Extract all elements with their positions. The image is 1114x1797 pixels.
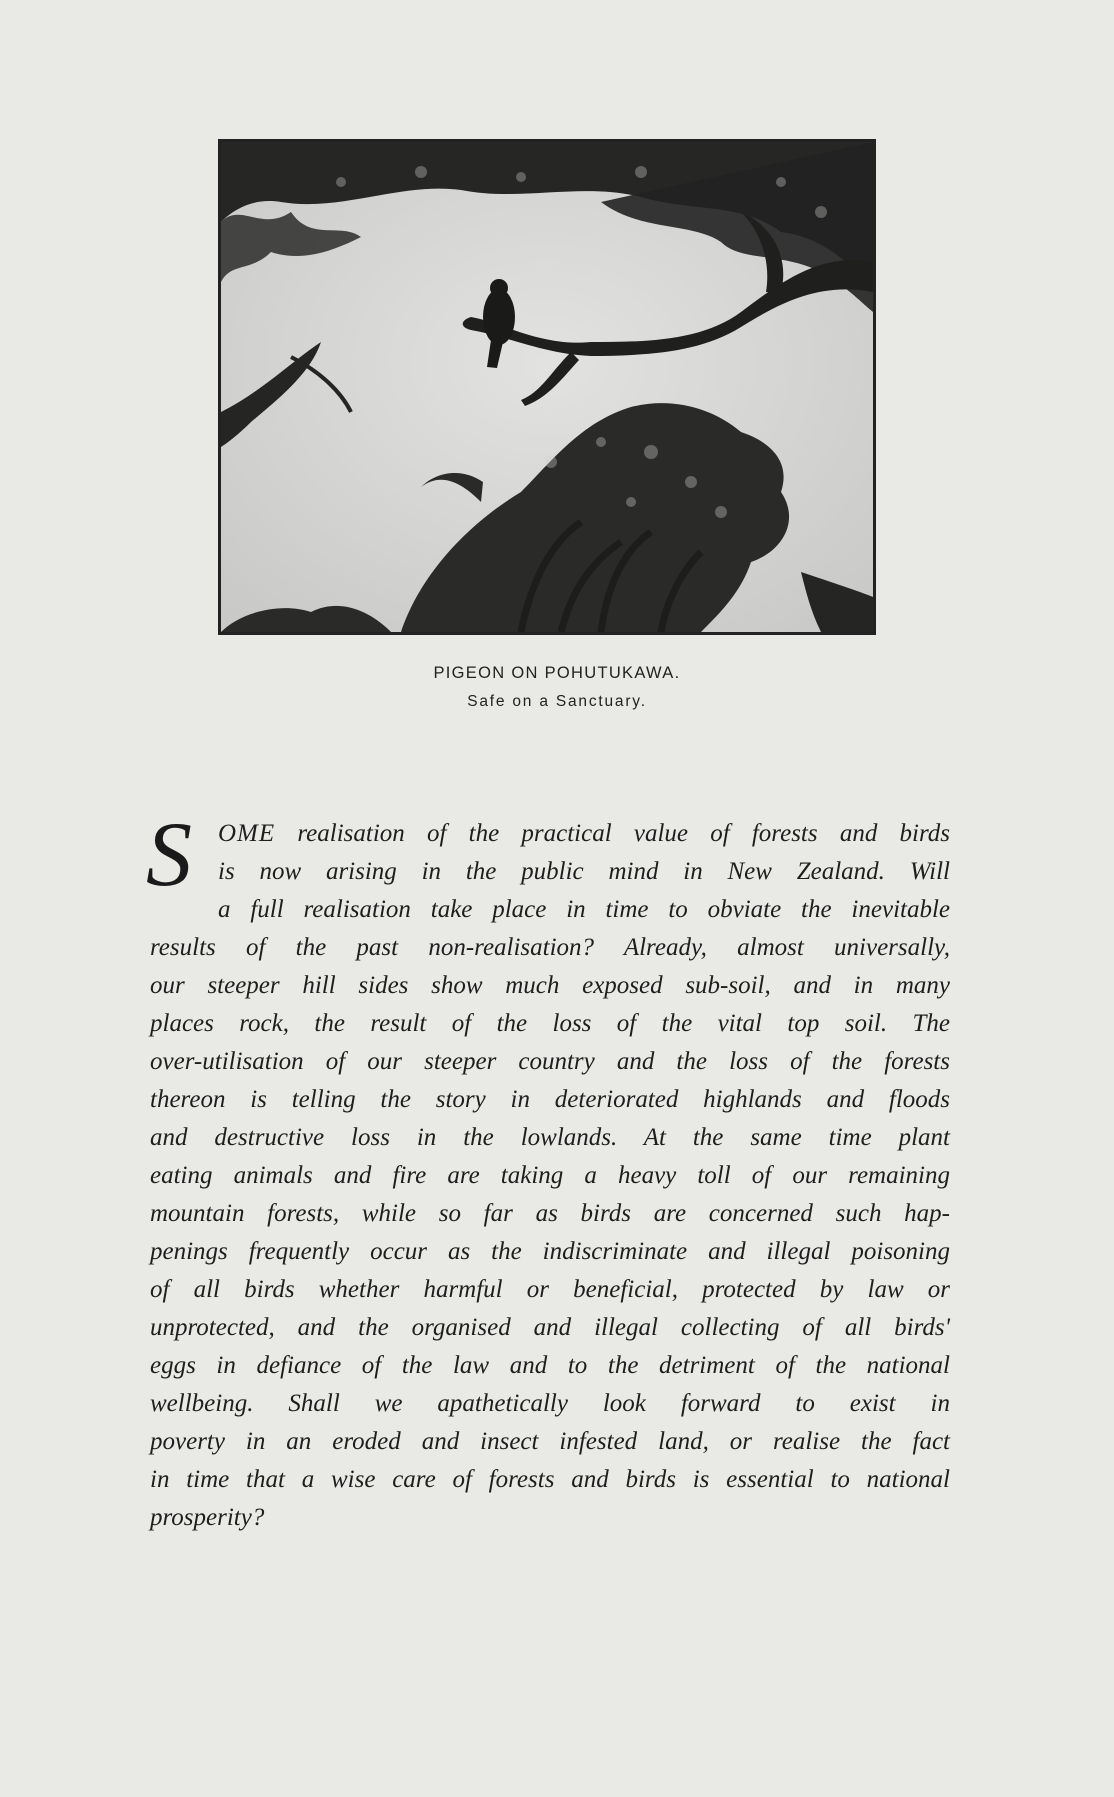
- text-line-17: poverty in an eroded and insect infested land, or realise the fact: [150, 1428, 950, 1455]
- drop-cap: S: [146, 803, 192, 905]
- text-line-15: eggs in defiance of the law and to the detriment of the national: [150, 1352, 950, 1379]
- article-body: [150, 815, 950, 1537]
- text-line-10: eating animals and fire are taking a heavy toll of our remaining: [150, 1162, 950, 1189]
- figure-caption-title: PIGEON ON POHUTUKAWA.: [433, 664, 681, 682]
- text-line-3: a full realisation take place in time to obviate the inevitable: [218, 896, 950, 923]
- text-line-8: thereon is telling the story in deteriorated highlands and floods: [150, 1086, 950, 1113]
- first-word-rest: OME: [218, 820, 276, 847]
- text-line-19: prosperity?: [150, 1504, 265, 1531]
- text-line-6: places rock, the result of the loss of the vital top soil. The: [150, 1010, 950, 1037]
- pigeon-on-branch-icon: [221, 142, 873, 632]
- text-line-1: OME realisation of the practical value of forests and birds: [218, 820, 951, 847]
- text-line-5: our steeper hill sides show much exposed sub-soil, and in many: [150, 972, 950, 999]
- text-line-18: in time that a wise care of forests and birds is essential to national: [150, 1466, 950, 1493]
- text-line-16: wellbeing. Shall we apathetically look forward to exist in: [150, 1390, 950, 1417]
- text-line-14: unprotected, and the organised and illegal collecting of all birds': [150, 1314, 950, 1341]
- figure-caption-subtitle: Safe on a Sanctuary.: [467, 693, 647, 710]
- text-line-2: is now arising in the public mind in New Zealand. Will: [218, 858, 950, 885]
- text-line-12: penings frequently occur as the indiscriminate and illegal poisoning: [150, 1238, 950, 1265]
- text-line-9: and destructive loss in the lowlands. At the same time plant: [150, 1124, 950, 1151]
- text-line-11: mountain forests, while so far as birds are concerned such hap-: [150, 1200, 950, 1227]
- text-line-4: results of the past non-realisation? Already, almost universally,: [150, 934, 950, 961]
- text-line-13: of all birds whether harmful or beneficial, protected by law or: [150, 1276, 950, 1303]
- text-line-7: over-utilisation of our steeper country and the loss of the forests: [150, 1048, 950, 1075]
- pigeon-photo: [218, 139, 876, 635]
